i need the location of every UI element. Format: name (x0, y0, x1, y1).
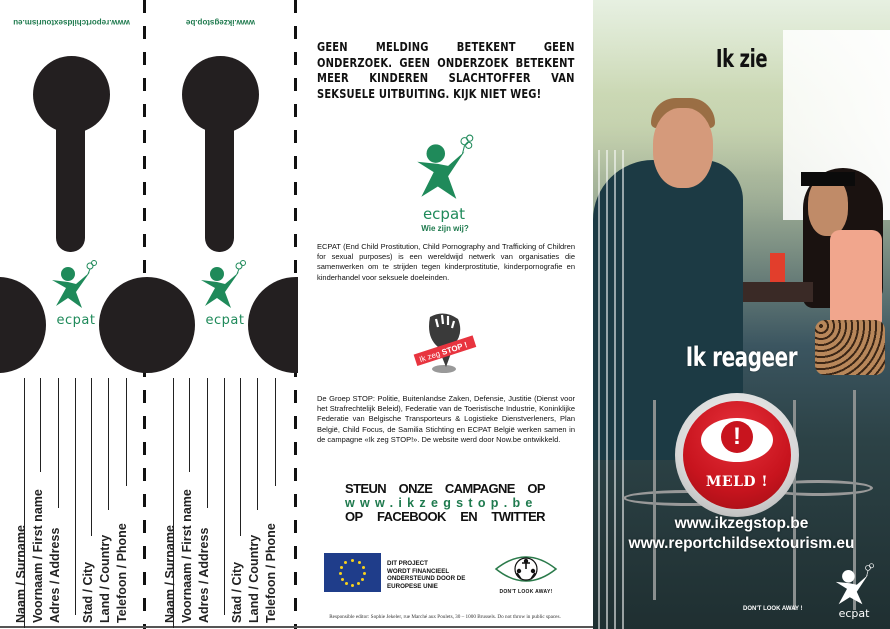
support-word: FACEBOOK (376, 509, 446, 524)
support-word: OP (527, 481, 545, 496)
field-label-city: Stad / City (81, 561, 95, 623)
exclamation-icon: ! (733, 423, 741, 450)
ecpat-figure-icon (413, 133, 475, 205)
cover-tagline: DON'T LOOK AWAY ! (743, 606, 803, 612)
field-label-country: Land / Country (98, 534, 112, 623)
hanger-url: www.ikzegstop.be (185, 18, 256, 27)
field-label-phone: Telefoon / Phone (115, 523, 129, 623)
group-stop-text: De Groep STOP: Politie, Buitenlandse Zaken, Defensie, Justitie (Dienst voor het Strafrechtelijk Beleid), Federatie van de Toeristische Industrie, Koninklijke Federatie van Belgische Transporteurs & Logistieke Dienstverleners, Plan België, Child Focus, de Samilia Stichting en ECPAT België werken samen in de campagne «Ik zeg STOP!». De website werd door Now.be ontwikkeld. (317, 394, 575, 444)
write-line (257, 378, 258, 510)
report-button-label: MELD ! (705, 474, 769, 490)
support-word: TWITTER (491, 509, 545, 524)
cover-title-see: Ik zie (715, 44, 768, 73)
field-label-surname: Naam / Surname (163, 525, 177, 623)
eu-text-line: WORDT FINANCIEEL (387, 567, 450, 575)
support-line-3 (345, 510, 545, 524)
ecpat-wordmark: ecpat (422, 205, 466, 223)
svg-text:Ik zeg STOP !: Ik zeg STOP ! (418, 340, 469, 365)
support-word: ONZE (398, 481, 433, 496)
ecpat-logo-white (833, 562, 875, 620)
write-line (91, 378, 92, 536)
field-label-address: Adres / Address (197, 527, 211, 623)
report-button[interactable] (675, 393, 799, 517)
eye-people-icon (494, 551, 558, 587)
stop-hand-icon (408, 311, 480, 375)
write-line (58, 378, 59, 508)
field-label-address: Adres / Address (48, 527, 62, 623)
ecpat-logo (413, 133, 475, 223)
support-word: CAMPAGNE (444, 481, 515, 496)
ecpat-figure-icon (833, 562, 875, 606)
photo-man-head (653, 108, 713, 188)
photo-girl-top (830, 230, 882, 330)
ecpat-wordmark: ecpat (838, 607, 870, 620)
ecpat-wordmark: ecpat (205, 313, 245, 328)
field-label-surname: Naam / Surname (14, 525, 28, 623)
who-are-we-heading: Wie zijn wij? (421, 224, 469, 233)
cover-urls (593, 514, 890, 554)
dont-look-away-logo (494, 551, 558, 595)
write-line (126, 378, 127, 486)
die-cut-circle (99, 277, 195, 373)
support-line-1 (345, 482, 545, 496)
ecpat-figure-icon (46, 258, 106, 313)
contact-form-1 (0, 378, 143, 629)
write-line (189, 378, 190, 472)
door-slot-icon (56, 110, 85, 252)
cover-photo-panel (593, 0, 890, 629)
field-label-city: Stad / City (230, 561, 244, 623)
write-line (40, 378, 41, 472)
hanger-url: www.reportchildsextourism.eu (13, 18, 130, 27)
ecpat-figure-icon (195, 258, 255, 313)
glass-reflection (598, 150, 628, 629)
write-line (75, 378, 76, 615)
door-slot-icon (205, 110, 234, 252)
support-word: STEUN (345, 481, 387, 496)
campaign-url-link[interactable]: www.ikzegstop.be (345, 496, 538, 510)
eu-text-line: DIT PROJECT (387, 560, 428, 567)
write-line (108, 378, 109, 510)
ecpat-logo (195, 258, 255, 328)
write-line (275, 378, 276, 486)
field-label-phone: Telefoon / Phone (264, 523, 278, 623)
eu-flag-icon (324, 553, 381, 592)
eu-text-line: ONDERSTEUND DOOR DE (387, 575, 466, 583)
ecpat-wordmark: ecpat (56, 313, 96, 328)
dont-look-away-text: DON'T LOOK AWAY! (499, 589, 553, 595)
eu-text-line: EUROPESE UNIE (387, 582, 438, 590)
eu-funding-text (387, 560, 465, 590)
ik-zeg-stop-logo (408, 311, 480, 375)
cover-title-react: Ik reageer (685, 342, 798, 373)
field-label-first-name: Voornaam / First name (31, 489, 45, 623)
photo-stool-leg (653, 400, 656, 600)
who-are-we-text: ECPAT (End Child Prostitution, Child Pornography and Trafficking of Children for sexual purposes) is een wereldwijd netwerk van organisaties die samenwerken om te strijden tegen kinderprostitutie, kinderpornografie en kinderhandel voor seksuele doeleinden. (317, 242, 575, 282)
headline: GEEN MELDING BETEKENT GEEN ONDERZOEK. GEEN ONDERZOEK BETEKENT MEER KINDEREN SLACHTOFFER VAN SEKSUELE UITBUITING. KIJK NIET WEG! (317, 40, 575, 101)
support-word: EN (460, 509, 478, 524)
write-line (224, 378, 225, 615)
write-line (240, 378, 241, 536)
info-panel (297, 0, 593, 629)
url-reportchildsextourism-link[interactable]: www.reportchildsextourism.eu (628, 535, 855, 552)
field-label-first-name: Voornaam / First name (180, 489, 194, 623)
censor-bar (801, 172, 855, 186)
ecpat-logo (46, 258, 106, 328)
support-campaign (345, 482, 545, 524)
photo-drink (770, 253, 785, 282)
field-label-country: Land / Country (247, 534, 261, 623)
contact-form-2 (149, 378, 292, 629)
report-button-face (683, 401, 791, 509)
responsible-editor: Responsible editor: Sophie Jekeler, rue Marché aux Poulets, 30 – 1000 Brussels. Do not throw in public spaces. (329, 614, 561, 620)
write-line (207, 378, 208, 508)
support-word: OP (345, 509, 363, 524)
url-ikzegstop-link[interactable]: www.ikzegstop.be (674, 515, 809, 532)
